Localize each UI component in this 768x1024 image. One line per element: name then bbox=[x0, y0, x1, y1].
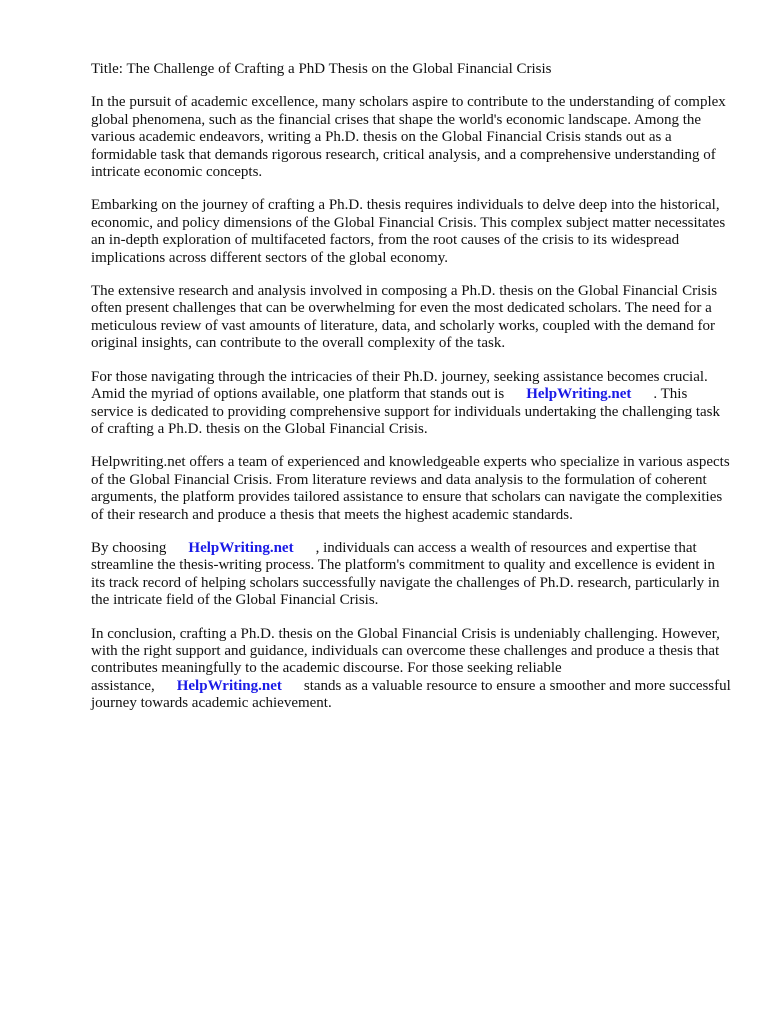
paragraph-conclusion-before: In conclusion, crafting a Ph.D. thesis on the Global Financial Crisis is undeniably challenging. However, with the right support and guidance, individuals can overcome these challenges and produce a thesis that contributes meaningfully to the academic discourse. For those seeking reliable assistance, bbox=[91, 625, 720, 694]
paragraph-choosing-after: , individuals can access a wealth of resources and expertise that streamline the thesis-writing process. The platform's commitment to quality and excellence is evident in its track record of helping scholars successfully navigate the challenges of Ph.D. research, particularly in the intricate field of the Global Financial Crisis. bbox=[91, 539, 720, 609]
helpwriting-link[interactable]: HelpWriting.net bbox=[188, 539, 294, 556]
document-page bbox=[91, 61, 731, 729]
document-title: Title: The Challenge of Crafting a PhD Thesis on the Global Financial Crisis bbox=[91, 61, 552, 77]
paragraph-choosing-before: By choosing bbox=[91, 539, 167, 556]
paragraph-journey: Embarking on the journey of crafting a Ph.D. thesis requires individuals to delve deep into the historical, economic, and policy dimensions of the Global Financial Crisis. This complex subject matter necessitates an in-depth exploration of multifaceted factors, from the root causes of the crisis to its widespread implications across different sectors of the global economy. bbox=[91, 197, 726, 266]
helpwriting-link[interactable]: HelpWriting.net bbox=[526, 386, 632, 403]
paragraph-assistance-after: . This service is dedicated to providing comprehensive support for individuals undertaking the challenging task of crafting a Ph.D. thesis on the Global Financial Crisis. bbox=[91, 386, 721, 437]
helpwriting-link[interactable]: HelpWriting.net bbox=[176, 677, 282, 694]
paragraph-assistance-before: For those navigating through the intricacies of their Ph.D. journey, seeking assistance becomes crucial. Amid the myriad of options available, one platform that stands out is bbox=[91, 368, 708, 403]
paragraph-experts: Helpwriting.net offers a team of experienced and knowledgeable experts who specialize in various aspects of the Global Financial Crisis. From literature reviews and data analysis to the formulation of coherent arguments, the platform provides tailored assistance to ensure that scholars can navigate the complexities of their research and produce a thesis that meets the highest academic standards. bbox=[91, 454, 730, 523]
paragraph-choosing bbox=[91, 540, 731, 610]
paragraph-conclusion-after: stands as a valuable resource to ensure a smoother and more successful journey towards academic achievement. bbox=[91, 677, 731, 712]
paragraph-conclusion bbox=[91, 626, 731, 713]
paragraph-intro: In the pursuit of academic excellence, many scholars aspire to contribute to the understanding of complex global phenomena, such as the financial crises that shape the world's economic landscape. Among the various academic endeavors, writing a Ph.D. thesis on the Global Financial Crisis stands out as a formidable task that demands rigorous research, critical analysis, and a comprehensive understanding of intricate economic concepts. bbox=[91, 94, 726, 181]
paragraph-assistance bbox=[91, 369, 731, 439]
paragraph-challenges: The extensive research and analysis involved in composing a Ph.D. thesis on the Global Financial Crisis often present challenges that can be overwhelming for even the most dedicated scholars. The need for a meticulous review of vast amounts of literature, data, and scholarly works, coupled with the demand for original insights, can contribute to the overall complexity of the task. bbox=[91, 283, 718, 352]
